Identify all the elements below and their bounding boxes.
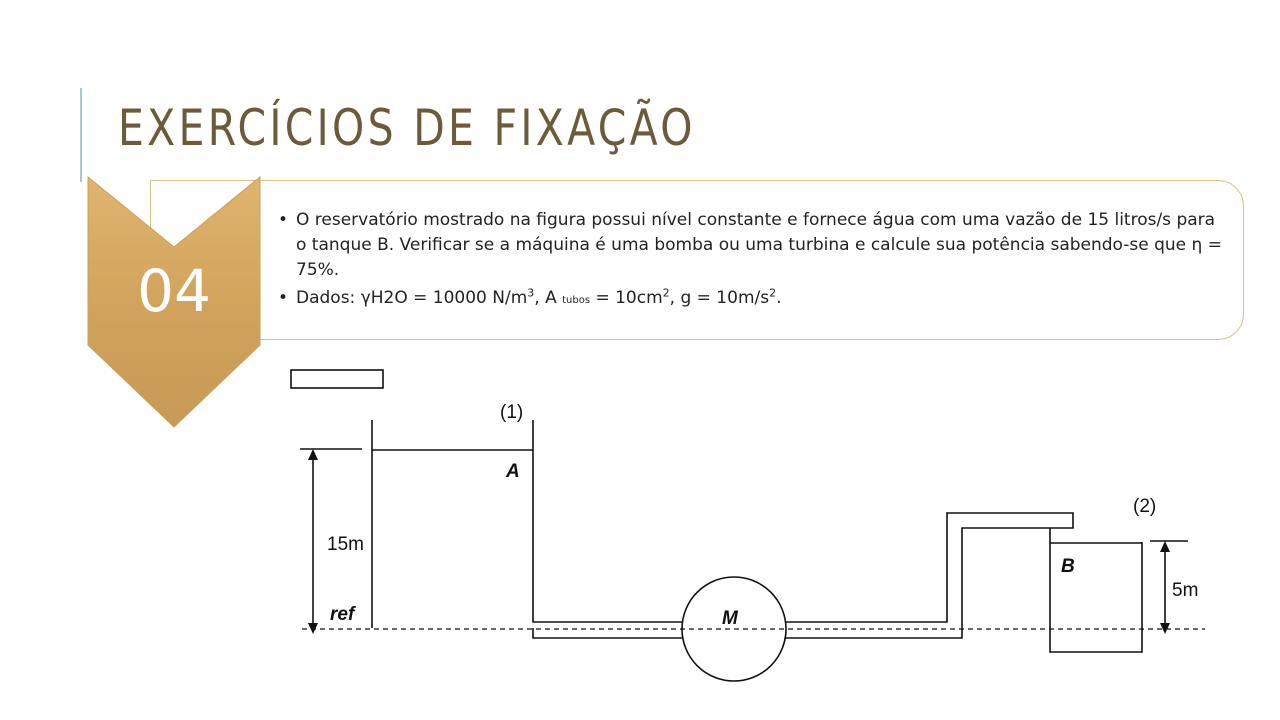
pipe-lower-left bbox=[533, 628, 683, 638]
label-point-1: (1) bbox=[500, 402, 524, 423]
arrow-5m-top bbox=[1160, 541, 1170, 552]
label-ref: ref bbox=[330, 604, 355, 625]
data-sup-2: 2 bbox=[662, 286, 670, 300]
label-height-5m: 5m bbox=[1172, 580, 1199, 601]
data-text-3: = 10cm bbox=[590, 288, 663, 308]
data-sup-1: 3 bbox=[527, 286, 535, 300]
arrow-15m-top bbox=[308, 449, 318, 460]
bullet-problem-text: O reservatório mostrado na figura possui nível constante e fornece água com uma vazão de 15 litros/s para o tanque B. Verificar se a máquina é uma bomba ou uma turbina e calcule sua potência sabendo-se que η = 75%. bbox=[296, 210, 1222, 280]
label-tank-b: B bbox=[1061, 556, 1075, 577]
bullet-problem bbox=[276, 208, 1226, 283]
exercise-number: 04 bbox=[137, 257, 211, 325]
tank-b-walls bbox=[1050, 528, 1142, 652]
bullet-data bbox=[276, 286, 1226, 313]
data-text-2: , A bbox=[534, 288, 563, 308]
slide-title: EXERCÍCIOS DE FIXAÇÃO bbox=[118, 99, 696, 157]
label-machine: M bbox=[722, 608, 738, 629]
tank-a-right-wall bbox=[533, 420, 683, 622]
data-text-1: Dados: γH2O = 10000 N/m bbox=[296, 288, 528, 308]
inlet-pipe bbox=[291, 370, 383, 388]
arrow-15m-bottom bbox=[308, 623, 318, 634]
machine-circle bbox=[682, 577, 786, 681]
label-point-2: (2) bbox=[1133, 496, 1157, 517]
pipe-right bbox=[785, 513, 1073, 638]
data-sub: tubos bbox=[562, 295, 591, 306]
arrow-5m-bottom bbox=[1160, 623, 1170, 634]
label-height-15m: 15m bbox=[327, 534, 364, 555]
label-tank-a: A bbox=[506, 461, 520, 482]
exercise-bullets bbox=[276, 208, 1226, 316]
title-accent-line bbox=[80, 88, 82, 182]
data-sup-3: 2 bbox=[769, 286, 777, 300]
data-text-4: , g = 10m/s bbox=[669, 288, 770, 308]
data-text-5: . bbox=[776, 288, 782, 308]
